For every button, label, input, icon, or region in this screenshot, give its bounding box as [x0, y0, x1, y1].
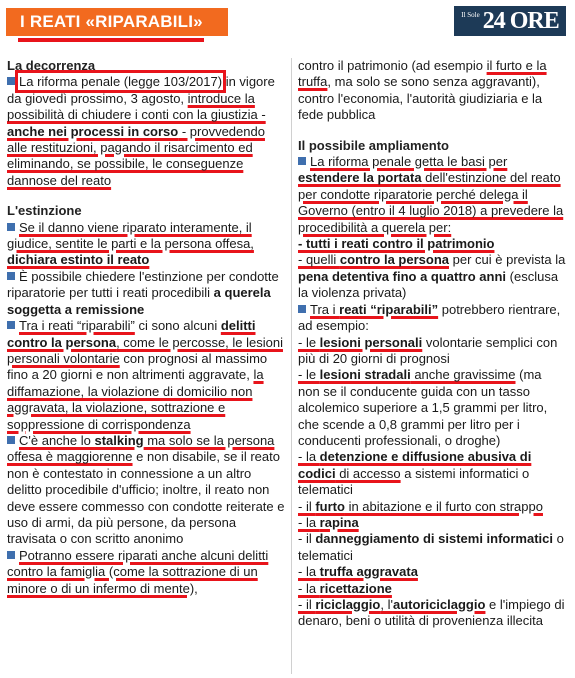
list-item	[298, 499, 566, 515]
text-fragment: a sistemi informatici o telematici	[298, 465, 530, 498]
square-bullet-icon	[7, 321, 15, 329]
text-fragment: dell'estinzione del reato per condotte riparatorie perché delega il Governo (entro il 4 luglio 2018) a prevedere la procedibilità a querela per:	[298, 170, 564, 235]
text-fragment: - la	[298, 564, 320, 580]
square-bullet-icon	[7, 551, 15, 559]
paragraph-decorrenza	[7, 74, 287, 189]
text-fragment: estendere la portata	[298, 170, 422, 186]
heading-estinzione: L'estinzione	[7, 203, 82, 219]
list-item	[298, 531, 566, 564]
text-fragment: Tra i	[310, 301, 340, 317]
text-fragment: Tra i reati “riparabili”	[19, 318, 135, 334]
text-fragment: (esclusa la violenza privata)	[298, 268, 559, 301]
text-fragment: ci sono alcuni	[134, 318, 221, 334]
text-fragment: - il	[298, 531, 316, 547]
list-item	[298, 564, 566, 580]
header	[0, 0, 575, 40]
heading-decorrenza: La decorrenza	[7, 58, 96, 73]
paragraph-ampliamento-1	[298, 154, 566, 236]
square-bullet-icon	[298, 305, 306, 313]
text-fragment: , l'	[380, 597, 393, 612]
text-fragment: per cui è prevista la	[449, 252, 566, 268]
text-fragment: pena detentiva fino a quattro anni	[298, 268, 507, 284]
text-fragment: delitti contro la persona	[7, 318, 256, 350]
text-fragment: - le	[298, 334, 320, 350]
text-fragment: , come le percosse, le lesioni personali volontarie	[7, 334, 283, 366]
text-fragment: contro il patrimonio (ad esempio	[298, 58, 487, 73]
text-fragment: ,	[194, 580, 198, 596]
column-right	[298, 58, 566, 630]
text-fragment: C'è anche lo	[19, 432, 95, 448]
list-item	[298, 252, 566, 301]
square-bullet-icon	[7, 77, 15, 85]
spacer	[298, 124, 566, 138]
text-fragment: rapina	[319, 514, 359, 530]
text-fragment: lesioni stradali	[319, 367, 411, 383]
text-fragment: introduce la possibilità di chiudere i conti con la giustizia -	[7, 90, 266, 123]
text-fragment: di accesso	[335, 465, 401, 481]
text-fragment: a querela soggetta a remissione	[7, 285, 271, 317]
text-fragment: La riforma penale getta le basi per	[310, 154, 508, 170]
text-fragment: La riforma penale (legge 103/2017)	[19, 74, 223, 90]
text-fragment: È possibile chiedere l'estinzione per condotte riparatorie per tutti i reati procedibili	[7, 268, 279, 301]
title-red-underline	[18, 38, 204, 42]
list-item	[298, 335, 566, 368]
text-fragment: o telematici	[298, 531, 564, 563]
list-item	[298, 515, 566, 531]
text-fragment: ma solo se la persona offesa è maggiorenne	[7, 432, 275, 465]
heading-ampliamento: Il possibile ampliamento	[298, 137, 449, 153]
logo-small-text: Il Sole	[461, 11, 480, 19]
text-fragment: contro la persona	[339, 252, 449, 268]
paragraph-estinzione-4	[7, 433, 287, 548]
paragraph-estinzione-2	[7, 269, 287, 318]
page-title: I REATI «RIPARABILI»	[20, 12, 203, 31]
text-fragment: furto	[315, 498, 345, 514]
text-fragment: , ma solo se sono senza aggravanti), contro l'economia, l'autorità giudiziaria e la fede pubblica	[298, 74, 543, 123]
column-left	[7, 58, 287, 597]
text-fragment: Potranno essere riparati anche alcuni delitti contro la famiglia (come la sottrazione di un minore o di un infermo di mente)	[7, 547, 269, 596]
text-fragment: volontarie semplici con più di 20 giorni di prognosi	[298, 334, 558, 366]
text-fragment: il furto e la truffa	[298, 58, 547, 90]
paragraph-estinzione-3	[7, 318, 287, 433]
text-fragment: ricettazione	[319, 580, 392, 596]
text-fragment: - la	[298, 449, 320, 465]
text-fragment: stalking	[94, 432, 144, 448]
text-fragment: - tutti i reati contro il patrimonio	[298, 236, 495, 252]
spacer	[7, 189, 287, 203]
sole24ore-logo	[454, 6, 566, 36]
text-fragment: dichiara estinto il reato	[7, 252, 150, 268]
text-fragment: autoriciclaggio	[392, 597, 486, 612]
text-fragment: - quelli	[298, 252, 340, 268]
text-fragment: la diffamazione, la violazione di domicilio non aggravata, la violazione, sottrazione e soppressione di corrispondenza	[7, 367, 264, 432]
text-fragment: - provvedendo alle restituzioni, pagando il risarcimento ed eliminando, se possibile, le conseguenze dannose del reato	[7, 123, 265, 188]
column-divider	[291, 58, 292, 674]
text-fragment: - la	[298, 514, 320, 530]
text-fragment: truffa aggravata	[319, 564, 418, 580]
list-item	[298, 597, 566, 630]
text-fragment: - il	[298, 498, 316, 514]
list-item	[298, 236, 566, 252]
logo-big-text: 24 ORE	[482, 7, 559, 34]
square-bullet-icon	[298, 157, 306, 165]
text-fragment: detenzione e diffusione abusiva di codici	[298, 449, 532, 481]
paragraph-estinzione-1	[7, 220, 287, 269]
text-fragment: - la	[298, 580, 320, 596]
square-bullet-icon	[7, 436, 15, 444]
text-fragment: e l'impiego di denaro, beni o utilità di provenienza illecita	[298, 597, 565, 629]
square-bullet-icon	[7, 223, 15, 231]
text-fragment: potrebbero rientrare, ad esempio:	[298, 301, 561, 334]
text-fragment: - le	[298, 367, 320, 383]
title-banner	[6, 8, 228, 36]
paragraph-ampliamento-2	[298, 302, 566, 335]
list-item	[298, 367, 566, 449]
text-fragment: e non disabile, se il reato non è contestato in connessione a un altro delitto procedibile d'ufficio; inoltre, il reato non deve essere commesso con condotte reiterate e uso di armi, da più persone, da persona travisata o con scritto anonimo	[7, 449, 285, 547]
text-fragment: con prognosi al massimo fino a 20 giorni e non altrimenti aggravate,	[7, 350, 268, 383]
paragraph-continuation	[298, 58, 566, 124]
list-item	[298, 449, 566, 498]
list-item	[298, 581, 566, 597]
text-fragment: reati “riparabili”	[339, 301, 439, 317]
text-fragment: danneggiamento di sistemi informatici	[315, 531, 553, 547]
text-fragment: anche gravissime	[410, 367, 516, 383]
text-fragment: lesioni personali	[319, 334, 423, 350]
text-fragment: (ma non se il conducente guida con un tasso alcolemico superiore a 1,5 grammi per litro, che scende a 0,8 grammi per litro per i conducenti professionali, o droghe)	[298, 367, 548, 448]
text-fragment: - il	[298, 597, 316, 612]
text-fragment: Se il danno viene riparato interamente, il giudice, sentite le parti e la persona offesa,	[7, 219, 254, 252]
square-bullet-icon	[7, 272, 15, 280]
text-fragment: anche nei processi in corso	[7, 123, 179, 139]
text-fragment: in abitazione e il furto con strappo	[344, 498, 543, 514]
paragraph-estinzione-5	[7, 548, 287, 597]
text-fragment: riciclaggio	[315, 597, 381, 612]
text-fragment: in vigore da giovedì prossimo, 3 agosto,	[7, 74, 275, 106]
